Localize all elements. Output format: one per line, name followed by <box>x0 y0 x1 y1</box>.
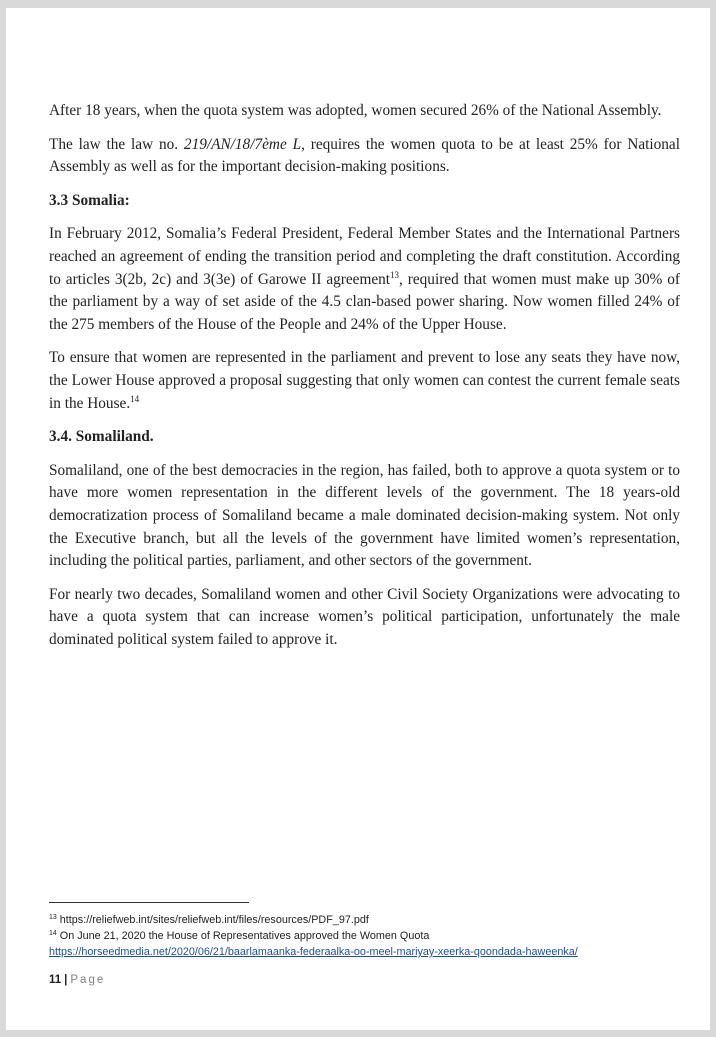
footnote-divider <box>49 902 249 903</box>
paragraph-somaliland-advocacy: For nearly two decades, Somaliland women and other Civil Society Organizations were advocating to have a quota system that can increase women’s political participation, unfortunately the male dominated political system failed to approve it. <box>49 585 680 648</box>
page-separator: | <box>64 974 68 986</box>
footnote-ref-13[interactable]: 13 <box>390 269 400 280</box>
footnote-14-link[interactable]: https://horseedmedia.net/2020/06/21/baarlamaanka-federaalka-oo-meel-mariyay-xeerka-qoondada-haweenka/ <box>49 946 578 958</box>
footnotes <box>49 912 689 960</box>
page-number: 11 <box>49 974 62 986</box>
paragraph-somalia-agreement: In February 2012, Somalia’s Federal President, Federal Member States and the International Partners reached an agreement of ending the transition period and completing the draft constitution. According to articles 3(2b, 2c) and 3(3e) of Garowe II agreement$^{13}$, required that women must make up 30% of the parliament by a way of set aside of the 4.5 clan-based power sharing. Now women filled 24% of the 275 members of the House of the People and 24% of the Upper House. <box>49 225 680 333</box>
heading-somalia: 3.3 Somalia: <box>49 191 130 209</box>
paragraph-djibouti-law: The law the law no. 219/AN/18/7ème L, requires the women quota to be at least 25% for National Assembly as well as for the important decision-making positions. <box>49 135 680 176</box>
footnote-14-link-line <box>49 944 689 960</box>
paragraph-djibouti-result: After 18 years, when the quota system was adopted, women secured 26% of the National Assembly. <box>49 102 662 119</box>
heading-somaliland: 3.4. Somaliland. <box>49 428 154 446</box>
page-footer <box>49 974 105 986</box>
footnote-14: $^{14}$ On June 21, 2020 the House of Representatives approved the Women Quota <box>49 930 430 942</box>
page-label: Page <box>70 974 106 986</box>
body-text <box>49 100 680 662</box>
paragraph-somaliland-failure: Somaliland, one of the best democracies in the region, has failed, both to approve a quota system or to have more women representation in the different levels of the government. The 18 years-old democratization process of Somaliland became a male dominated decision-making system. Not only the Executive branch, but all the levels of the government have limited women’s representation, including the political parties, parliament, and other sectors of the government. <box>49 461 680 570</box>
law-reference: 219/AN/18/7ème L <box>183 135 302 153</box>
footnote-ref-14[interactable]: 14 <box>130 393 140 404</box>
document-page <box>6 8 710 1030</box>
paragraph-somalia-lower-house: To ensure that women are represented in the parliament and prevent to lose any seats they have now, the Lower House approved a proposal suggesting that only women can contest the current female seats in the House.$^{14}$ <box>49 349 680 412</box>
footnote-13: $^{13}$ https://reliefweb.int/sites/reliefweb.int/files/resources/PDF_97.pdf <box>49 914 369 926</box>
